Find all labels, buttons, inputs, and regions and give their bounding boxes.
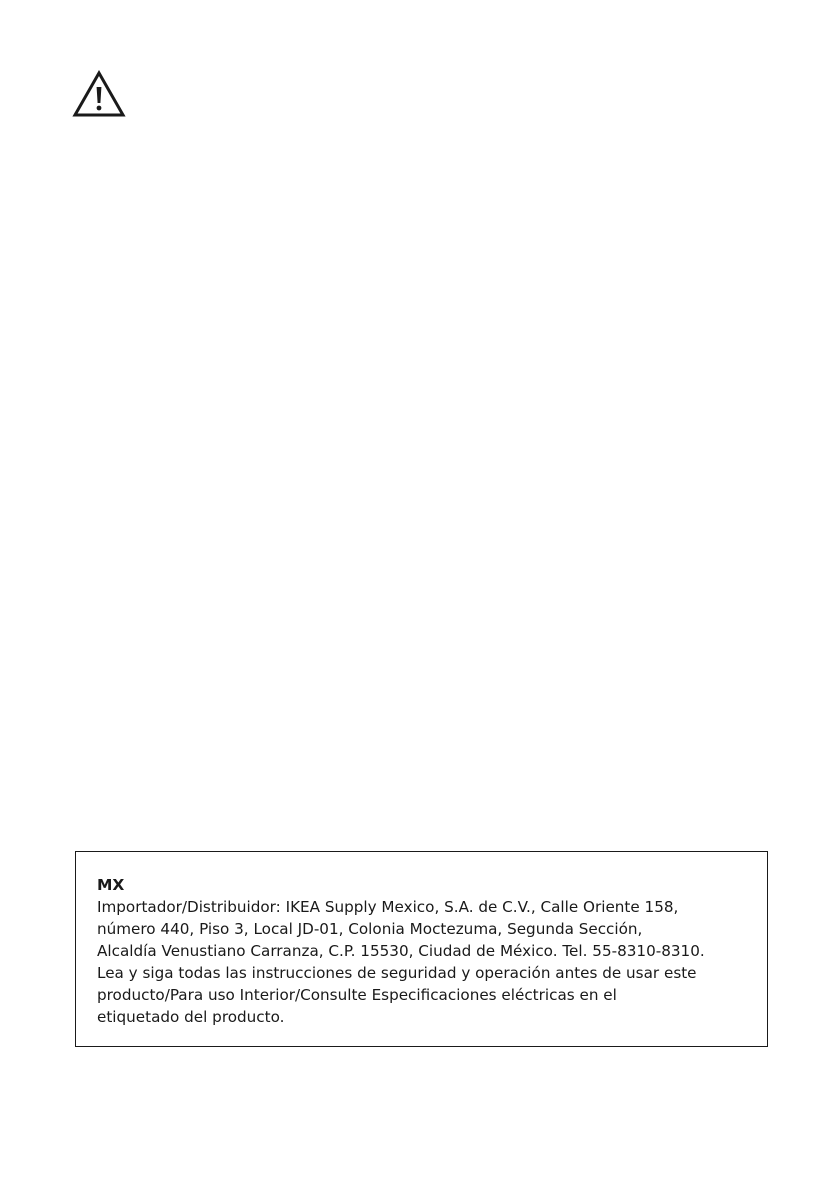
notice-line: Lea y siga todas las instrucciones de seguridad y operación antes de usar este bbox=[97, 964, 697, 982]
notice-line: Alcaldía Venustiano Carranza, C.P. 15530, Ciudad de México. Tel. 55-8310-8310. bbox=[97, 942, 705, 960]
importer-notice-box bbox=[75, 851, 768, 1047]
warning-triangle-icon bbox=[72, 70, 126, 118]
notice-line: producto/Para uso Interior/Consulte Especificaciones eléctricas en el bbox=[97, 986, 617, 1004]
notice-line: número 440, Piso 3, Local JD-01, Colonia Moctezuma, Segunda Sección, bbox=[97, 920, 643, 938]
notice-line: etiquetado del producto. bbox=[97, 1008, 285, 1026]
notice-line: Importador/Distribuidor: IKEA Supply Mexico, S.A. de C.V., Calle Oriente 158, bbox=[97, 898, 679, 916]
country-code: MX bbox=[97, 876, 125, 894]
